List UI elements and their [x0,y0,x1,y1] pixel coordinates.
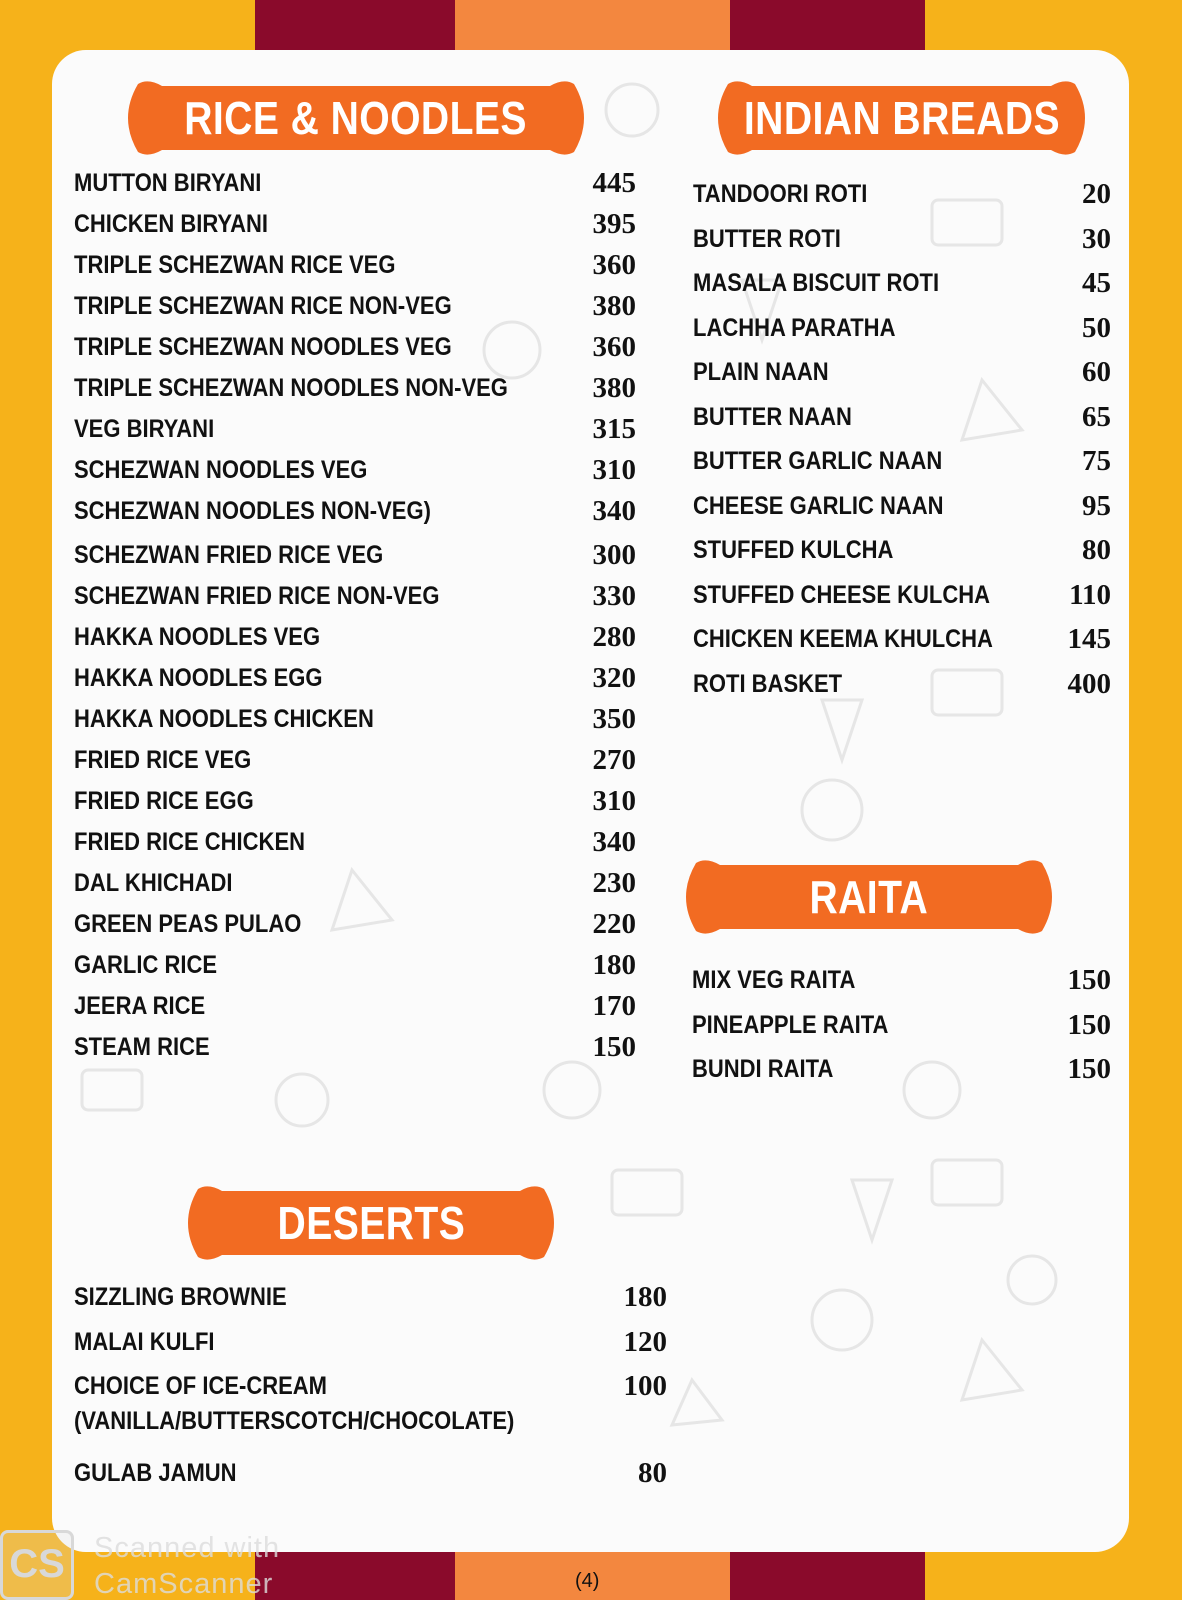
menu-item-price: 150 [1067,964,1111,996]
rice-noodles-list [74,163,636,1068]
menu-item-name: PINEAPPLE RAITA [692,1010,889,1039]
menu-item-price: 400 [1067,667,1111,700]
camscanner-watermark [94,1530,280,1600]
menu-item-name: TRIPLE SCHEZWAN RICE VEG [74,251,396,279]
menu-item [693,261,1111,306]
bottom-stripe-maroon-left [255,1552,455,1600]
menu-item [693,662,1111,707]
menu-item [693,528,1111,573]
menu-item [693,217,1111,262]
menu-item [693,573,1111,618]
menu-item-name: SCHEZWAN FRIED RICE NON-VEG [74,582,440,610]
menu-item [693,172,1111,217]
menu-item [74,286,636,327]
menu-item-name: CHICKEN BIRYANI [74,210,268,238]
camscanner-logo: CS [0,1530,74,1600]
menu-item-price: 80 [1082,534,1111,566]
menu-item-price: 45 [1082,267,1111,299]
menu-item-name: FRIED RICE CHICKEN [74,828,306,856]
menu-item-price: 395 [592,208,636,240]
menu-item-price: 380 [592,372,636,404]
menu-item [693,617,1111,662]
watermark-line-2: CamScanner [94,1568,274,1600]
menu-item [74,822,636,863]
menu-item [74,327,636,368]
menu-item-price: 300 [592,539,636,571]
menu-item [693,395,1111,440]
menu-item-name: JEERA RICE [74,992,206,1020]
menu-item [74,699,636,740]
menu-item-price: 360 [592,249,636,281]
menu-item-price: 320 [592,662,636,694]
menu-item [74,904,636,945]
menu-item [74,1451,667,1496]
menu-item-price: 350 [592,703,636,735]
menu-item [74,945,636,986]
menu-item-price: 145 [1067,623,1111,655]
menu-item-name: CHOICE OF ICE-CREAM [74,1372,327,1400]
menu-item-name: FRIED RICE VEG [74,746,252,774]
menu-item [692,1003,1111,1048]
menu-item [74,617,636,658]
menu-item-price: 50 [1082,311,1111,344]
bottom-stripe-maroon-right [730,1552,925,1600]
menu-item-price: 60 [1082,356,1111,388]
menu-item-name: GREEN PEAS PULAO [74,910,302,938]
menu-item-price: 110 [1069,578,1111,611]
top-stripe-maroon-right [730,0,925,50]
menu-item-name: DAL KHICHADI [74,869,233,897]
menu-item [74,204,636,245]
menu-item-name: GULAB JAMUN [74,1459,237,1487]
menu-item-price: 150 [592,1031,636,1063]
menu-item-name: VEG BIRYANI [74,415,215,443]
menu-item [74,245,636,286]
menu-item [74,781,636,822]
menu-item-price: 100 [623,1370,667,1402]
menu-item-price: 340 [592,826,636,858]
section-title-rice-noodles: RICE & NOODLES [184,92,528,144]
menu-item-name: ROTI BASKET [693,669,843,698]
menu-item-price: 445 [592,167,636,199]
menu-item [74,576,636,617]
menu-item-price: 30 [1082,222,1111,255]
menu-item-name: HAKKA NOODLES VEG [74,623,321,651]
menu-item-price: 340 [592,495,636,527]
menu-item-name: BUTTER ROTI [693,224,841,253]
menu-item-name: SCHEZWAN NOODLES VEG [74,456,368,484]
page-number: (4) [575,1570,600,1592]
menu-item-price: 270 [592,744,636,776]
menu-item [74,986,636,1027]
menu-item [74,163,636,204]
menu-item [74,491,636,532]
top-stripe-maroon-left [255,0,455,50]
section-title-indian-breads: INDIAN BREADS [743,92,1060,144]
deserts-list [74,1275,667,1496]
menu-item [74,740,636,781]
menu-item-price: 80 [638,1457,667,1489]
menu-item [74,409,636,450]
menu-item-name: SCHEZWAN NOODLES NON-VEG) [74,497,431,525]
menu-item-price: 360 [592,331,636,363]
menu-item-name: STEAM RICE [74,1033,210,1061]
menu-item-name: STUFFED KULCHA [693,536,894,564]
menu-item [693,350,1111,395]
menu-item-price: 170 [592,990,636,1022]
menu-item [693,484,1111,529]
menu-item-name: CHICKEN KEEMA KHULCHA [693,625,993,653]
menu-item-price: 180 [623,1281,667,1313]
watermark-line-1: Scanned with [94,1532,281,1564]
raita-list [692,958,1111,1092]
menu-item-name: CHEESE GARLIC NAAN [693,491,944,520]
menu-item-name: SCHEZWAN FRIED RICE VEG [74,541,384,569]
menu-item-name: MALAI KULFI [74,1327,215,1356]
menu-item-name: TRIPLE SCHEZWAN NOODLES VEG [74,333,452,361]
menu-item-name: TANDOORI ROTI [693,180,868,208]
menu-item-price: 330 [592,580,636,612]
menu-item [692,958,1111,1003]
menu-item-name: TRIPLE SCHEZWAN RICE NON-VEG [74,292,452,320]
menu-item-price: 315 [592,413,636,445]
menu-item-name: HAKKA NOODLES CHICKEN [74,705,374,733]
banner-indian-breads [708,78,1095,158]
menu-item-name: MIX VEG RAITA [692,966,856,994]
menu-item [693,439,1111,484]
menu-item-price: 20 [1082,178,1111,210]
menu-item-name: SIZZLING BROWNIE [74,1283,287,1311]
menu-item [74,450,636,491]
menu-item [74,863,636,904]
menu-item-name: PLAIN NAAN [693,358,829,386]
top-stripe-orange [455,0,730,50]
menu-item-name: BUNDI RAITA [692,1055,834,1083]
menu-item-price: 180 [592,949,636,981]
menu-item-price: 220 [592,908,636,940]
menu-item-price: 310 [592,785,636,817]
menu-item-price: 150 [1067,1008,1111,1041]
menu-item [74,1027,636,1068]
menu-item-name: GARLIC RICE [74,951,217,979]
menu-item-name: TRIPLE SCHEZWAN NOODLES NON-VEG [74,374,508,402]
menu-item-price: 230 [592,867,636,899]
menu-item [74,1275,667,1320]
menu-item-name: FRIED RICE EGG [74,787,254,815]
menu-item [74,535,636,576]
menu-item-name-detail: (VANILLA/BUTTERSCOTCH/CHOCOLATE) [74,1406,515,1435]
menu-item-price: 280 [592,621,636,653]
menu-item-price: 310 [592,454,636,486]
menu-item [692,1047,1111,1092]
indian-breads-list [693,172,1111,706]
menu-item-name: MUTTON BIRYANI [74,169,262,197]
menu-item-name: BUTTER NAAN [693,402,852,431]
menu-item-name: HAKKA NOODLES EGG [74,664,323,692]
menu-item [693,306,1111,351]
menu-item-price: 75 [1082,445,1111,477]
banner-deserts [178,1183,564,1263]
menu-item-price: 380 [592,290,636,322]
section-title-raita: RAITA [809,871,929,923]
menu-item-name: MASALA BISCUIT ROTI [693,269,940,297]
menu-item [74,1320,667,1365]
section-title-deserts: DESERTS [277,1197,465,1249]
banner-raita [676,857,1062,937]
menu-item-price: 95 [1082,489,1111,522]
menu-item-price: 65 [1082,400,1111,433]
menu-item [74,1364,667,1447]
menu-item-name: STUFFED CHEESE KULCHA [693,580,991,609]
menu-item-name: LACHHA PARATHA [693,313,896,342]
menu-item [74,658,636,699]
menu-item-price: 150 [1067,1053,1111,1085]
menu-item [74,368,636,409]
banner-rice-noodles [118,78,594,158]
menu-item-name: BUTTER GARLIC NAAN [693,447,943,475]
menu-item-price: 120 [623,1325,667,1358]
